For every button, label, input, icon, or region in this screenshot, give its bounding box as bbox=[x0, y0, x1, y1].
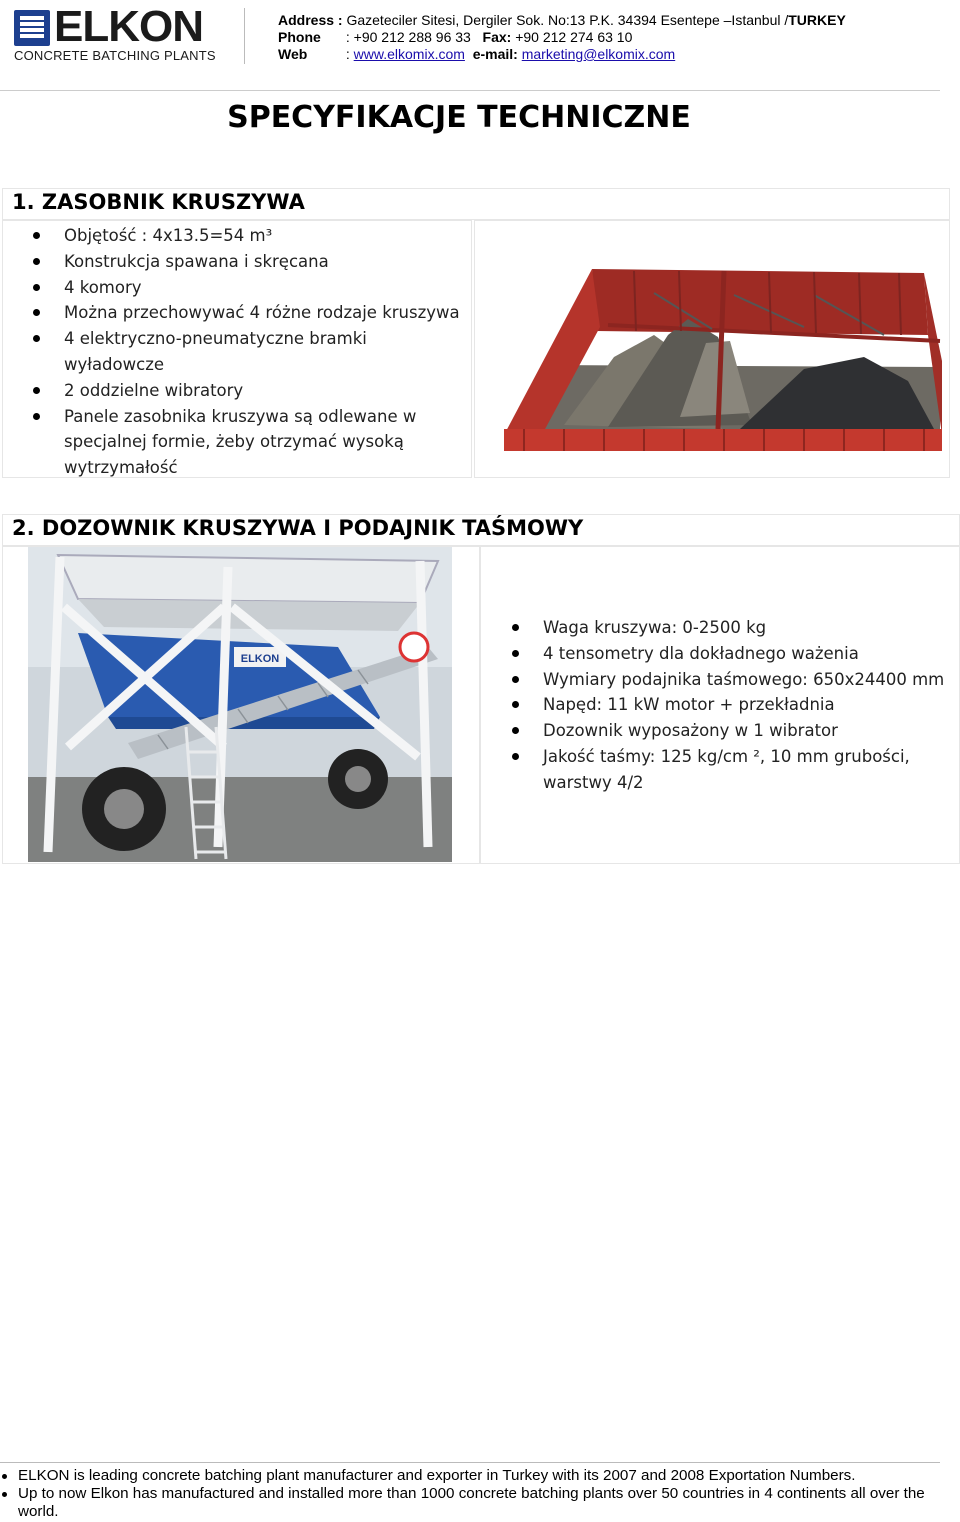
logo-brand-text: ELKON bbox=[54, 2, 203, 51]
web-link[interactable]: www.elkomix.com bbox=[353, 46, 465, 62]
header-divider bbox=[244, 8, 245, 64]
feeder-brand-plate: ELKON bbox=[240, 653, 280, 665]
web-label: Web bbox=[278, 46, 308, 62]
list-item: Jakość taśmy: 125 kg/cm ², 10 mm grubości, warstwy 4/2 bbox=[509, 744, 949, 796]
list-item: Waga kruszywa: 0-2500 kg bbox=[509, 615, 949, 641]
phone-label: Phone bbox=[278, 29, 321, 45]
address-label: Address : bbox=[278, 12, 343, 28]
footer-line: Up to now Elkon has manufactured and installed more than 1000 concrete batching plants over 50 countries in 4 continents all over the world. bbox=[0, 1485, 945, 1521]
list-item: Napęd: 11 kW motor + przekładnia bbox=[509, 692, 949, 718]
list-item: 4 tensometry dla dokładnego ważenia bbox=[509, 641, 949, 667]
web-row bbox=[278, 46, 846, 63]
section-1-spec-list bbox=[30, 223, 470, 481]
aggregate-hopper-photo bbox=[504, 265, 942, 453]
feeder-conveyor-photo bbox=[28, 547, 452, 862]
page-title: SPECYFIKACJE TECHNICZNE bbox=[227, 100, 691, 135]
list-item: 4 elektryczno-pneumatyczne bramki wyładowcze bbox=[30, 326, 470, 378]
address-row bbox=[278, 12, 846, 29]
logo-tagline: CONCRETE BATCHING PLANTS bbox=[14, 48, 216, 63]
web-sep: : bbox=[345, 46, 350, 62]
list-item: Wymiary podajnika taśmowego: 650x24400 mm bbox=[509, 667, 949, 693]
section-2-heading: 2. DOZOWNIK KRUSZYWA I PODAJNIK TAŚMOWY bbox=[12, 516, 584, 540]
contact-block bbox=[278, 12, 846, 63]
phone-value: : +90 212 288 96 33 bbox=[345, 29, 471, 45]
header-rule bbox=[0, 90, 940, 91]
footer-rule bbox=[0, 1462, 940, 1463]
email-sep: : bbox=[513, 46, 518, 62]
list-item: 4 komory bbox=[30, 275, 470, 301]
section-2-spec-list bbox=[509, 615, 949, 796]
email-label: e-mail bbox=[472, 46, 514, 62]
fax-label: Fax: bbox=[482, 29, 512, 45]
section-1-heading: 1. ZASOBNIK KRUSZYWA bbox=[12, 190, 305, 214]
fax-value: +90 212 274 63 10 bbox=[515, 29, 633, 45]
list-item: 2 oddzielne wibratory bbox=[30, 378, 470, 404]
footer bbox=[0, 1467, 945, 1521]
footer-line: ELKON is leading concrete batching plant manufacturer and exporter in Turkey with its 2007 and 2008 Exportation Numbers. bbox=[0, 1467, 945, 1485]
list-item: Można przechowywać 4 różne rodzaje kruszywa bbox=[30, 300, 470, 326]
phone-row bbox=[278, 29, 846, 46]
address-value: Gazeteciler Sitesi, Dergiler Sok. No:13 P.K. 34394 Esentepe –Istanbul / bbox=[346, 12, 789, 28]
list-item: Objętość : 4x13.5=54 m³ bbox=[30, 223, 470, 249]
elkon-logo bbox=[14, 2, 224, 64]
list-item: Dozownik wyposażony w 1 wibrator bbox=[509, 718, 949, 744]
list-item: Panele zasobnika kruszywa są odlewane w specjalnej formie, żeby otrzymać wysoką wytrzymałość bbox=[30, 404, 470, 481]
logo-mark-icon bbox=[14, 10, 50, 46]
email-link[interactable]: marketing@elkomix.com bbox=[521, 46, 676, 62]
list-item: Konstrukcja spawana i skręcana bbox=[30, 249, 470, 275]
address-country: TURKEY bbox=[788, 12, 846, 28]
